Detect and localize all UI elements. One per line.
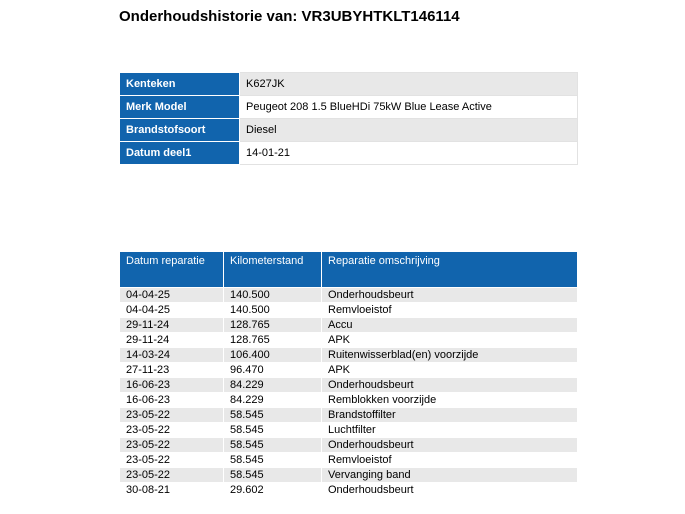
odometer-cell: 84.229 bbox=[224, 393, 322, 408]
odometer-cell: 140.500 bbox=[224, 288, 322, 303]
repair-description-cell: Remblokken voorzijde bbox=[322, 393, 578, 408]
vehicle-info-value: K627JK bbox=[240, 73, 578, 96]
repair-description-cell: Onderhoudsbeurt bbox=[322, 438, 578, 453]
table-row bbox=[120, 378, 578, 393]
odometer-cell: 29.602 bbox=[224, 483, 322, 498]
repair-date-cell: 16-06-23 bbox=[120, 393, 224, 408]
vehicle-info-label: Kenteken bbox=[120, 73, 240, 96]
service-history-column-header: Reparatie omschrijving bbox=[322, 252, 578, 288]
odometer-cell: 58.545 bbox=[224, 468, 322, 483]
repair-description-cell: Vervanging band bbox=[322, 468, 578, 483]
odometer-cell: 84.229 bbox=[224, 378, 322, 393]
table-row bbox=[120, 483, 578, 498]
repair-description-cell: Accu bbox=[322, 318, 578, 333]
odometer-cell: 58.545 bbox=[224, 453, 322, 468]
repair-description-cell: APK bbox=[322, 333, 578, 348]
repair-date-cell: 04-04-25 bbox=[120, 288, 224, 303]
vehicle-info-table bbox=[119, 72, 578, 165]
page-title: Onderhoudshistorie van: VR3UBYHTKLT146114 bbox=[119, 8, 460, 25]
repair-date-cell: 29-11-24 bbox=[120, 333, 224, 348]
table-row bbox=[120, 333, 578, 348]
service-history-column-header: Kilometerstand bbox=[224, 252, 322, 288]
vehicle-info-row bbox=[120, 142, 578, 165]
vehicle-info-label: Merk Model bbox=[120, 96, 240, 119]
vehicle-info-row bbox=[120, 119, 578, 142]
service-history-header-row bbox=[120, 252, 578, 288]
repair-description-cell: Ruitenwisserblad(en) voorzijde bbox=[322, 348, 578, 363]
odometer-cell: 106.400 bbox=[224, 348, 322, 363]
repair-date-cell: 27-11-23 bbox=[120, 363, 224, 378]
repair-description-cell: Onderhoudsbeurt bbox=[322, 483, 578, 498]
odometer-cell: 58.545 bbox=[224, 438, 322, 453]
odometer-cell: 140.500 bbox=[224, 303, 322, 318]
repair-description-cell: APK bbox=[322, 363, 578, 378]
vehicle-info-row bbox=[120, 73, 578, 96]
vehicle-info-row bbox=[120, 96, 578, 119]
table-row bbox=[120, 303, 578, 318]
repair-description-cell: Brandstoffilter bbox=[322, 408, 578, 423]
odometer-cell: 58.545 bbox=[224, 423, 322, 438]
odometer-cell: 58.545 bbox=[224, 408, 322, 423]
repair-date-cell: 29-11-24 bbox=[120, 318, 224, 333]
service-history-column-header: Datum reparatie bbox=[120, 252, 224, 288]
table-row bbox=[120, 438, 578, 453]
repair-description-cell: Onderhoudsbeurt bbox=[322, 378, 578, 393]
table-row bbox=[120, 453, 578, 468]
service-history-body bbox=[120, 288, 578, 498]
table-row bbox=[120, 348, 578, 363]
vehicle-info-label: Brandstofsoort bbox=[120, 119, 240, 142]
repair-date-cell: 04-04-25 bbox=[120, 303, 224, 318]
repair-date-cell: 23-05-22 bbox=[120, 453, 224, 468]
repair-date-cell: 30-08-21 bbox=[120, 483, 224, 498]
odometer-cell: 128.765 bbox=[224, 318, 322, 333]
service-history-header bbox=[120, 252, 578, 288]
repair-description-cell: Remvloeistof bbox=[322, 453, 578, 468]
vehicle-info-label: Datum deel1 bbox=[120, 142, 240, 165]
repair-date-cell: 14-03-24 bbox=[120, 348, 224, 363]
repair-description-cell: Onderhoudsbeurt bbox=[322, 288, 578, 303]
odometer-cell: 128.765 bbox=[224, 333, 322, 348]
repair-date-cell: 23-05-22 bbox=[120, 438, 224, 453]
repair-date-cell: 23-05-22 bbox=[120, 468, 224, 483]
repair-date-cell: 16-06-23 bbox=[120, 378, 224, 393]
repair-date-cell: 23-05-22 bbox=[120, 408, 224, 423]
vehicle-info-body bbox=[120, 73, 578, 165]
vehicle-info-value: Peugeot 208 1.5 BlueHDi 75kW Blue Lease Active bbox=[240, 96, 578, 119]
repair-description-cell: Luchtfilter bbox=[322, 423, 578, 438]
repair-description-cell: Remvloeistof bbox=[322, 303, 578, 318]
vehicle-info-value: 14-01-21 bbox=[240, 142, 578, 165]
table-row bbox=[120, 468, 578, 483]
table-row bbox=[120, 423, 578, 438]
vehicle-info-value: Diesel bbox=[240, 119, 578, 142]
service-history-table bbox=[119, 251, 578, 498]
table-row bbox=[120, 288, 578, 303]
repair-date-cell: 23-05-22 bbox=[120, 423, 224, 438]
odometer-cell: 96.470 bbox=[224, 363, 322, 378]
table-row bbox=[120, 408, 578, 423]
table-row bbox=[120, 393, 578, 408]
table-row bbox=[120, 318, 578, 333]
table-row bbox=[120, 363, 578, 378]
